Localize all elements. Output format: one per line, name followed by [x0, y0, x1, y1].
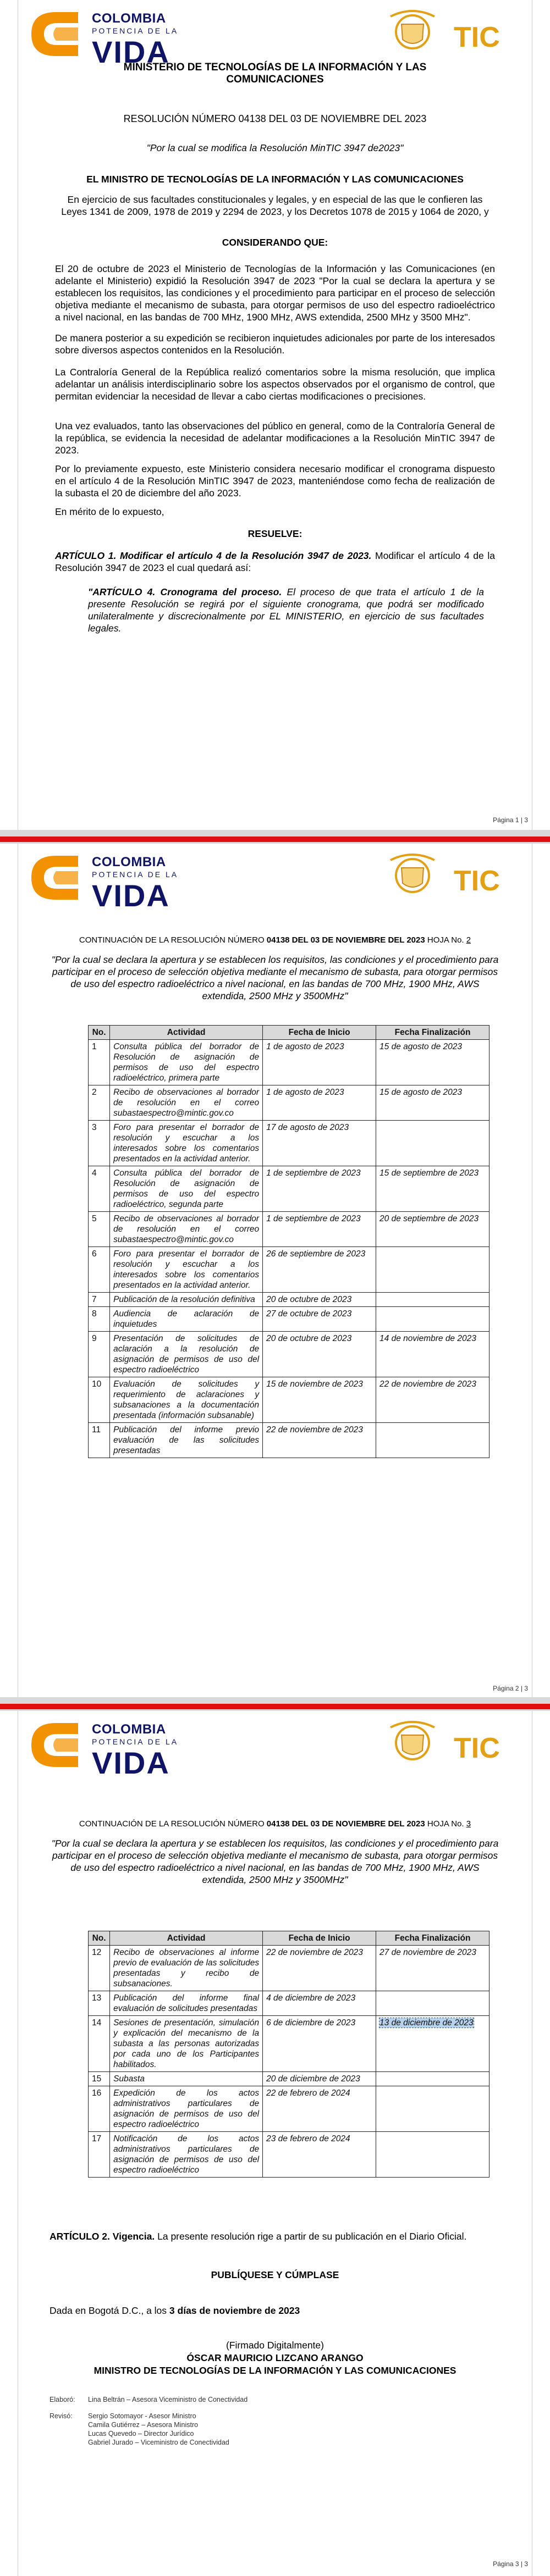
- start-date-cell: [263, 1040, 376, 1085]
- table-row: [89, 2072, 490, 2086]
- schedule-table-p2: [88, 1025, 490, 1458]
- continuation-hoja: HOJA No.: [427, 935, 464, 945]
- page-2: [0, 844, 550, 1697]
- schedule-table-p3: [88, 1931, 490, 2178]
- colombia-logo-p3: [23, 1718, 210, 1778]
- cell-text: 4 de diciembre de 2023: [266, 1993, 356, 2003]
- end-date-cell: [376, 1332, 490, 1377]
- cell-text: 11: [92, 1425, 101, 1434]
- row-number: [89, 1212, 110, 1247]
- p1-text: El 20 de octubre de 2023 el Ministerio de Tecnologías de la Información y las Comunicaciones (en adelante el Ministerio) expidió la Resolución 3947 de 2023 "Por la cual se declara la apertura y se establecen los requisitos, las condiciones y el procedimiento para participar en el proceso de selección objetiva mediante el mecanismo de subasta, para otorgar permisos de uso del espectro radioeléctrico a nivel nacional, en las bandas de 700 MHz, 1900 MHz, AWS extendida, 2500 MHz y 3500 MHz".: [55, 263, 495, 323]
- considerando-heading: CONSIDERANDO QUE:: [222, 237, 328, 248]
- activity-cell: [110, 1212, 263, 1247]
- considerando-p3: La Contraloría General de la República realizó comentarios sobre la misma resolución, que implica adelantar un análisis interdisciplinario sobre los aspectos observados por el organismo de control, que permitan evidenciar la necesidad de llevar a cabo ciertas modificaciones o precisiones.: [55, 367, 495, 402]
- continuation-number: 04138 DEL 03 DE NOVIEMBRE DEL 2023: [266, 935, 425, 945]
- activity-cell: [110, 1085, 263, 1121]
- row-number: [89, 1377, 110, 1423]
- table-row: [89, 2132, 490, 2178]
- start-date-cell: [263, 1423, 376, 1458]
- publiquese-heading: PUBLÍQUESE Y CÚMPLASE: [211, 2269, 339, 2280]
- dada-line: [50, 2304, 501, 2317]
- reviso-item: Gabriel Jurado – Viceministro de Conectividad: [88, 2439, 229, 2446]
- end-date-cell: [376, 2072, 490, 2086]
- ministry-title: MINISTERIO DE TECNOLOGÍAS DE LA INFORMACIÓN Y LAS COMUNICACIONES: [123, 62, 427, 85]
- dada-prefix: Dada en Bogotá D.C., a los: [50, 2305, 167, 2316]
- brand-line-3: VIDA: [92, 35, 170, 69]
- cell-text: 20 de octubre de 2023: [266, 1295, 352, 1304]
- table-row: [89, 1423, 490, 1458]
- reviso-list: [88, 2412, 418, 2447]
- cell-text: Sesiones de presentación, simulación y explicación del mecanismo de la subasta a las personas autorizadas por cada uno de los Participantes habilitados.: [113, 2018, 260, 2069]
- brand-line-2: POTENCIA DE LA: [92, 26, 179, 35]
- table-header-cell: No.: [89, 1931, 110, 1946]
- cell-text: 1 de agosto de 2023: [266, 1088, 344, 1097]
- brand-line-1: COLOMBIA: [92, 1722, 166, 1737]
- cell-text: 22 de noviembre de 2023: [266, 1948, 363, 1957]
- cell-text: Recibo de observaciones al borrador de resolución en el correo subastaespectro@mintic.gov.co: [113, 1214, 260, 1244]
- page-number-2: Página 2 | 3: [493, 1685, 528, 1692]
- cell-text: 6 de diciembre de 2023: [266, 2018, 356, 2027]
- reviso-item: Sergio Sotomayor - Asesor Ministro: [88, 2412, 196, 2420]
- authority-heading: EL MINISTRO DE TECNOLOGÍAS DE LA INFORMACIÓN Y LAS COMUNICACIONES: [86, 174, 464, 185]
- cell-text: 15 de noviembre de 2023: [266, 1380, 363, 1389]
- coat-of-arms-icon: [380, 5, 446, 60]
- reviso-item: Lucas Quevedo – Director Jurídico: [88, 2430, 194, 2437]
- continuation-prefix: CONTINUACIÓN DE LA RESOLUCIÓN NÚMERO: [79, 935, 265, 945]
- table-row: [89, 1946, 490, 1991]
- resuelve-heading: RESUELVE:: [248, 528, 302, 539]
- continuation-subject-p3: "Por la cual se declara la apertura y se establecen los requisitos, las condiciones y el procedimiento para participar en el proceso de selección objetiva mediante el mecanismo de subasta, para otorgar permisos de uso del espectro radioeléctrico a nivel nacional, en las bandas de 700 MHz, 1900 MHz, AWS extendida, 2500 MHz y 3500MHz": [51, 1838, 499, 1885]
- cell-text: Publicación del informe previo evaluación de las solicitudes presentadas: [113, 1425, 260, 1455]
- colombia-logo: [23, 7, 210, 67]
- tic-logo-p2: [380, 849, 517, 910]
- cell-text: 22 de noviembre de 2023: [380, 1380, 476, 1389]
- tic-logo: [380, 5, 517, 66]
- cell-text: Foro para presentar el borrador de resolución y escuchar a los interesados sobre los comentarios presentados en la actividad anterior.: [113, 1123, 260, 1164]
- page-break-stripe-2: [0, 1704, 550, 1709]
- table-row: [89, 1293, 490, 1307]
- start-date-cell: [263, 1121, 376, 1166]
- table-row: [89, 1307, 490, 1332]
- cell-text: Evaluación de solicitudes y requerimiento de aclaraciones y subsanaciones a la documentación presentada (información subsanable): [113, 1380, 260, 1420]
- row-number: [89, 2132, 110, 2178]
- cell-text: 23 de febrero de 2024: [266, 2134, 350, 2143]
- activity-cell: [110, 1332, 263, 1377]
- cell-text: Expedición de los actos administrativos particulares de asignación de permisos de uso del espectro radioeléctrico: [113, 2089, 260, 2129]
- cell-text: Consulta pública del borrador de Resolución de asignación de permisos de uso del espectro radioeléctrico, segunda parte: [113, 1168, 260, 1209]
- colombia-swoosh-icon: [23, 850, 89, 905]
- cell-text: 20 de octubre de 2023: [266, 1334, 352, 1343]
- row-number: [89, 1040, 110, 1085]
- cell-text: 27 de octubre de 2023: [266, 1309, 352, 1319]
- activity-cell: [110, 2132, 263, 2178]
- cell-text: 1 de agosto de 2023: [266, 1042, 344, 1051]
- start-date-cell: [263, 2132, 376, 2178]
- reviso-label: Revisó:: [50, 2412, 73, 2420]
- brand-line-3: VIDA: [92, 878, 170, 913]
- article-4-quote: [88, 586, 484, 634]
- considerando-p1: [55, 263, 495, 323]
- elaboro-label: Elaboró:: [50, 2396, 75, 2403]
- cell-text: 1 de septiembre de 2023: [266, 1214, 361, 1223]
- cell-text: 15 de agosto de 2023: [380, 1088, 463, 1097]
- table-row: [89, 1166, 490, 1212]
- article-2-lead: ARTÍCULO 2. Vigencia.: [50, 2231, 155, 2242]
- row-number: [89, 1121, 110, 1166]
- page-3: [0, 1711, 550, 2576]
- cell-text: 27 de noviembre de 2023: [380, 1948, 476, 1957]
- brand-line-1: COLOMBIA: [92, 855, 166, 869]
- considerando-p6: En mérito de lo expuesto,: [55, 506, 164, 517]
- table-header-cell: No.: [89, 1026, 110, 1040]
- cell-text: 8: [92, 1309, 97, 1319]
- table-row: [89, 2086, 490, 2132]
- signer-name: ÓSCAR MAURICIO LIZCANO ARANGO: [186, 2352, 364, 2363]
- cell-text: Notificación de los actos administrativos particulares de asignación de permisos de uso del espectro radioeléctrico: [113, 2134, 260, 2175]
- article-1: [55, 550, 495, 574]
- end-date-cell: [376, 1991, 490, 2016]
- row-number: [89, 1946, 110, 1991]
- start-date-cell: [263, 2016, 376, 2072]
- tic-wordmark: TIC: [454, 21, 500, 53]
- start-date-cell: [263, 1212, 376, 1247]
- table-header-cell: Fecha Finalización: [376, 1026, 490, 1040]
- cell-text: 9: [92, 1334, 97, 1343]
- table-header-row: [89, 1931, 490, 1946]
- table-header-cell: Actividad: [110, 1931, 263, 1946]
- cell-text: 13 de diciembre de 2023: [380, 2018, 474, 2027]
- row-number: [89, 2086, 110, 2132]
- continuation-line-p2: [33, 934, 517, 946]
- cell-text: 15 de agosto de 2023: [380, 1042, 463, 1051]
- page-break-stripe-1: [0, 836, 550, 842]
- row-number: [89, 1247, 110, 1293]
- row-number: [89, 2016, 110, 2072]
- table-row: [89, 1377, 490, 1423]
- row-number: [89, 1166, 110, 1212]
- table-row: [89, 1247, 490, 1293]
- continuation-prefix: CONTINUACIÓN DE LA RESOLUCIÓN NÚMERO: [79, 1819, 265, 1829]
- hoja-number: 2: [466, 935, 471, 945]
- cell-text: 4: [92, 1168, 97, 1178]
- brand-line-1: COLOMBIA: [92, 11, 166, 26]
- activity-cell: [110, 1423, 263, 1458]
- cell-text: 17 de agosto de 2023: [266, 1123, 349, 1132]
- start-date-cell: [263, 1307, 376, 1332]
- cell-text: 2: [92, 1088, 97, 1097]
- powers-paragraph: En ejercicio de sus facultades constitucionales y legales, y en especial de las que le confieren las Leyes 1341 de 2009, 1978 de 2019 y 2294 de 2023, y los Decretos 1078 de 2015 y 1064 de 2020, y: [61, 194, 489, 217]
- table-header-cell: Fecha de Inicio: [263, 1026, 376, 1040]
- table-row: [89, 1121, 490, 1166]
- table-row: [89, 1991, 490, 2016]
- end-date-cell: [376, 2132, 490, 2178]
- tic-wordmark: TIC: [454, 865, 500, 897]
- cell-text: 20 de septiembre de 2023: [380, 1214, 479, 1223]
- end-date-cell: [376, 1085, 490, 1121]
- end-date-cell: [376, 1423, 490, 1458]
- activity-cell: [110, 2072, 263, 2086]
- colombia-swoosh-icon: [23, 7, 89, 62]
- considerando-p2: De manera posterior a su expedición se recibieron inquietudes adicionales por parte de los interesados sobre diversos aspectos contenidos en la Resolución.: [55, 333, 495, 356]
- table-header-cell: Actividad: [110, 1026, 263, 1040]
- start-date-cell: [263, 1991, 376, 2016]
- article-2: [50, 2230, 501, 2242]
- continuation-line-p3: [33, 1818, 517, 1830]
- table-row: [89, 2016, 490, 2072]
- activity-cell: [110, 2016, 263, 2072]
- article-2-rest: La presente resolución rige a partir de su publicación en el Diario Oficial.: [155, 2231, 467, 2242]
- cell-text: Subasta: [113, 2074, 145, 2084]
- cell-text: 15 de septiembre de 2023: [380, 1168, 479, 1178]
- cell-text: 7: [92, 1295, 97, 1304]
- cell-text: Foro para presentar el borrador de resolución y escuchar a los interesados sobre los comentarios presentados en la actividad anterior.: [113, 1249, 260, 1290]
- cell-text: 20 de diciembre de 2023: [266, 2074, 360, 2084]
- cell-text: 1: [92, 1042, 97, 1051]
- activity-cell: [110, 1991, 263, 2016]
- cell-text: Recibo de observaciones al borrador de resolución en el correo subastaespectro@mintic.gov.co: [113, 1088, 260, 1118]
- activity-cell: [110, 1121, 263, 1166]
- tic-wordmark: TIC: [454, 1732, 500, 1764]
- end-date-cell: [376, 1946, 490, 1991]
- cell-text: Consulta pública del borrador de Resolución de asignación de permisos de uso del espectro radioeléctrico, primera parte: [113, 1042, 260, 1083]
- page-number-1: Página 1 | 3: [493, 816, 528, 824]
- cell-text: 6: [92, 1249, 97, 1259]
- cell-text: 1 de septiembre de 2023: [266, 1168, 361, 1178]
- start-date-cell: [263, 1166, 376, 1212]
- page-number-3: Página 3 | 3: [493, 2560, 528, 2568]
- brand-line-3: VIDA: [92, 1746, 170, 1780]
- cell-text: 15: [92, 2074, 102, 2084]
- brand-line-2: POTENCIA DE LA: [92, 870, 179, 879]
- activity-cell: [110, 1166, 263, 1212]
- brand-line-2: POTENCIA DE LA: [92, 1737, 179, 1746]
- coat-of-arms-icon: [380, 849, 446, 904]
- end-date-cell: [376, 1212, 490, 1247]
- row-number: [89, 1307, 110, 1332]
- activity-cell: [110, 1307, 263, 1332]
- cell-text: 5: [92, 1214, 97, 1223]
- table-row: [89, 1085, 490, 1121]
- resolution-title: RESOLUCIÓN NÚMERO 04138 DEL 03 DE NOVIEMBRE DEL 2023: [123, 113, 427, 124]
- article-4-rest: El proceso de que trata el artículo 1 de la presente Resolución se regirá por el siguiente cronograma, que podrá ser modificado unilateralmente y discrecionalmente por EL MINISTERIO, en ejercicio de sus facultades legales.: [88, 586, 484, 634]
- article-4-lead: "ARTÍCULO 4. Cronograma del proceso.: [88, 586, 282, 597]
- end-date-cell: [376, 1166, 490, 1212]
- end-date-cell: [376, 1377, 490, 1423]
- cell-text: 17: [92, 2134, 102, 2143]
- cell-text: 3: [92, 1123, 97, 1132]
- table-row: [89, 1040, 490, 1085]
- row-number: [89, 1085, 110, 1121]
- considerando-p5: Por lo previamente expuesto, este Ministerio considera necesario modificar el cronograma dispuesto en el artículo 4 de la Resolución MinTIC 3947 de 2023, manteniéndose como fecha de realización de la subasta el 20 de diciembre del año 2023.: [55, 463, 495, 498]
- cell-text: 12: [92, 1948, 102, 1957]
- coat-of-arms-icon: [380, 1716, 446, 1771]
- continuation-subject-p2: "Por la cual se declara la apertura y se establecen los requisitos, las condiciones y el procedimiento para participar en el proceso de selección objetiva mediante el mecanismo de subasta, para otorgar permisos de uso del espectro radioeléctrico a nivel nacional, en las bandas de 700 MHz, 1900 MHz, AWS extendida, 2500 MHz y 3500MHz": [51, 954, 499, 1001]
- start-date-cell: [263, 2072, 376, 2086]
- cell-text: Recibo de observaciones al informe previo de evaluación de las solicitudes presentadas y recibo de subsanaciones.: [113, 1948, 260, 1988]
- start-date-cell: [263, 1293, 376, 1307]
- start-date-cell: [263, 1085, 376, 1121]
- cell-text: 10: [92, 1380, 102, 1389]
- resolution-subject: "Por la cual se modifica la Resolución MinTIC 3947 de2023": [146, 142, 404, 153]
- cell-text: 16: [92, 2089, 102, 2098]
- colombia-swoosh-icon: [23, 1718, 89, 1772]
- end-date-cell: [376, 2016, 490, 2072]
- row-number: [89, 1991, 110, 2016]
- activity-cell: [110, 1040, 263, 1085]
- table-header-cell: Fecha Finalización: [376, 1931, 490, 1946]
- end-date-cell: [376, 1040, 490, 1085]
- start-date-cell: [263, 1332, 376, 1377]
- start-date-cell: [263, 2086, 376, 2132]
- activity-cell: [110, 2086, 263, 2132]
- activity-cell: [110, 1293, 263, 1307]
- end-date-cell: [376, 1293, 490, 1307]
- reviso-item: Camila Gutiérrez – Asesora Ministro: [88, 2421, 199, 2429]
- colombia-logo-p2: [23, 850, 210, 911]
- activity-cell: [110, 1946, 263, 1991]
- table-header-row: [89, 1026, 490, 1040]
- article-1-lead: ARTÍCULO 1. Modificar el artículo 4 de la Resolución 3947 de 2023.: [55, 550, 372, 561]
- continuation-hoja: HOJA No.: [427, 1819, 464, 1829]
- firmado-line: (Firmado Digitalmente): [226, 2340, 324, 2351]
- table-row: [89, 1212, 490, 1247]
- activity-cell: [110, 1377, 263, 1423]
- dada-date: 3 días de noviembre de 2023: [169, 2305, 300, 2316]
- cell-text: Publicación del informe final evaluación de solicitudes presentadas: [113, 1993, 260, 2013]
- cell-text: 14 de noviembre de 2023: [380, 1334, 476, 1343]
- cell-text: 22 de noviembre de 2023: [266, 1425, 363, 1434]
- cell-text: 26 de septiembre de 2023: [266, 1249, 366, 1259]
- start-date-cell: [263, 1946, 376, 1991]
- end-date-cell: [376, 1121, 490, 1166]
- end-date-cell: [376, 1247, 490, 1293]
- cell-text: 22 de febrero de 2024: [266, 2089, 350, 2098]
- start-date-cell: [263, 1377, 376, 1423]
- hoja-number: 3: [466, 1819, 471, 1829]
- row-number: [89, 2072, 110, 2086]
- cell-text: Audiencia de aclaración de inquietudes: [113, 1309, 260, 1329]
- row-number: [89, 1423, 110, 1458]
- start-date-cell: [263, 1247, 376, 1293]
- tic-logo-p3: [380, 1716, 517, 1777]
- elaboro-value: Lina Beltrán – Asesora Viceministro de Conectividad: [88, 2396, 248, 2403]
- considerando-p4: Una vez evaluados, tanto las observaciones del público en general, como de la Contraloría General de la república, se evidencia la necesidad de adelantar modificaciones a la Resolución MinTIC 3947 de 2023.: [55, 420, 495, 456]
- table-row: [89, 1332, 490, 1377]
- continuation-number: 04138 DEL 03 DE NOVIEMBRE DEL 2023: [266, 1819, 425, 1829]
- cell-text: Publicación de la resolución definitiva: [113, 1295, 255, 1304]
- row-number: [89, 1332, 110, 1377]
- page-1: [0, 0, 550, 830]
- end-date-cell: [376, 1307, 490, 1332]
- cell-text: Presentación de solicitudes de aclaración a la resolución de asignación de permisos de uso del espectro radioeléctrico: [113, 1334, 260, 1375]
- article-1-rest: Modificar el artículo 4 de la Resolución 3947 de 2023 el cual quedará así:: [55, 550, 495, 573]
- activity-cell: [110, 1247, 263, 1293]
- cell-text: 13: [92, 1993, 102, 2003]
- row-number: [89, 1293, 110, 1307]
- table-header-cell: Fecha de Inicio: [263, 1931, 376, 1946]
- end-date-cell: [376, 2086, 490, 2132]
- cell-text: 14: [92, 2018, 102, 2027]
- signer-title: MINISTRO DE TECNOLOGÍAS DE LA INFORMACIÓN Y LAS COMUNICACIONES: [94, 2365, 457, 2376]
